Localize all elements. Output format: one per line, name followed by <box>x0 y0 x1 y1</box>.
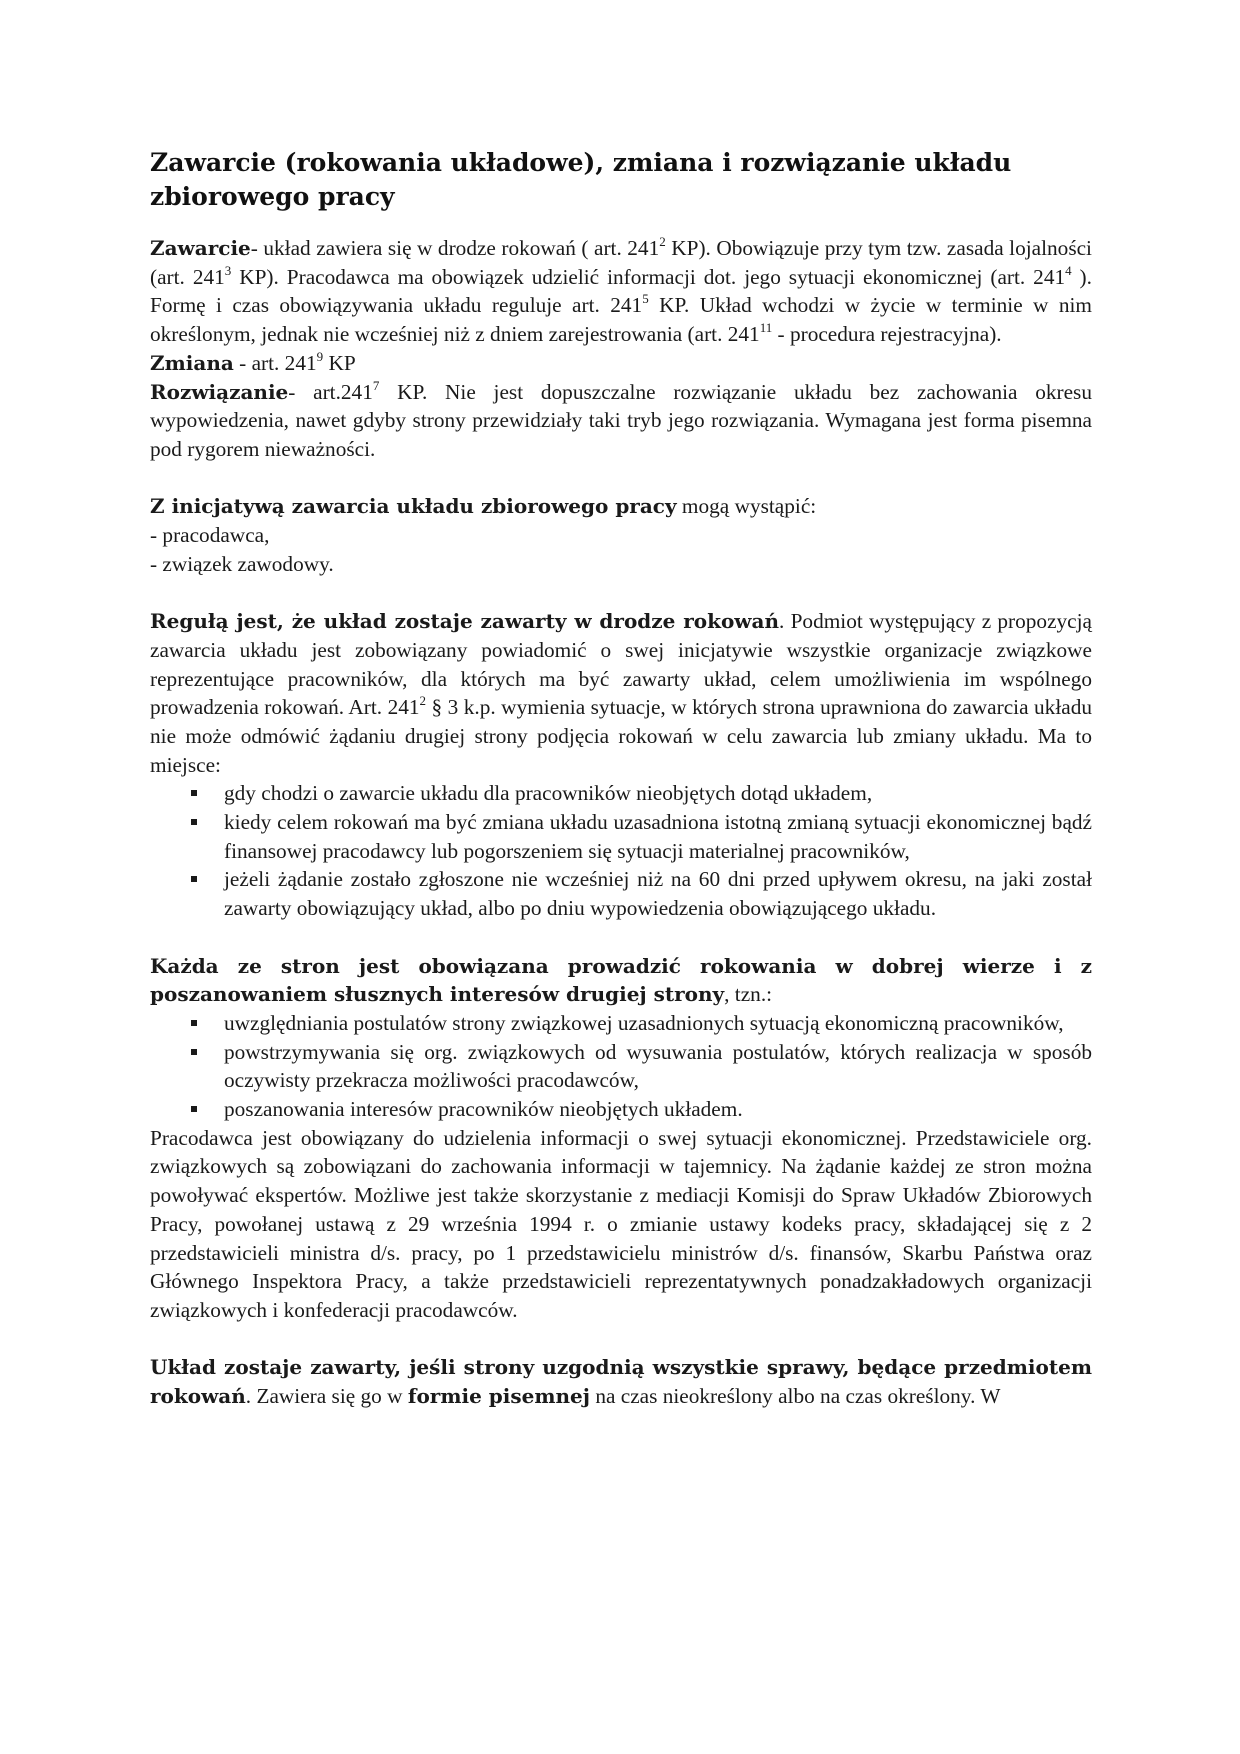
bullet-list-obligations <box>150 1009 1092 1124</box>
paragraph-zawarcie: Zawarcie- układ zawiera się w drodze rokowań ( art. $241^2$ KP). Obowiązuje przy tym tzw. zasada lojalności (art. $241^3$ KP). Pracodawca ma obowiązek udzielić informacji dot. jego sytuacji ekonomicznej (art. $241^4$ ). Formę i czas obowiązywania układu reguluje art. $241^5$ KP. Układ wchodzi w życie w terminie w nim określonym, jednak nie wcześniej niż z dniem zarejestrowania (art. $241^{11}$ - procedura rejestracyjna). <box>150 234 1092 347</box>
spacer <box>150 1325 1092 1354</box>
paragraph-rozwiazanie: Rozwiązanie- art.241$^7$ KP. Nie jest dopuszczalne rozwiązanie układu bez zachowania okresu wypowiedzenia, nawet gdyby strony przewidziały taki tryb jego rozwiązania. Wymagana jest forma pisemna pod rygorem nieważności. <box>150 377 1092 461</box>
term-rozwiazanie: Rozwiązanie <box>150 379 289 404</box>
list-line: - pracodawca, <box>150 523 270 548</box>
bullet-list-situations <box>150 779 1092 923</box>
spacer <box>150 464 1092 493</box>
spacer <box>150 578 1092 607</box>
spacer <box>150 923 1092 952</box>
list-line: - związek zawodowy. <box>150 551 334 576</box>
term-zmiana: Zmiana <box>150 350 234 375</box>
paragraph-uklad-zawarty: Układ zostaje zawarty, jeśli strony uzgodnią wszystkie sprawy, będące przedmiotem rokowań. Zawiera się go w formie pisemnej na czas nieokreślony albo na czas określony. W <box>150 1355 1092 1409</box>
list-item: jeżeli żądanie zostało zgłoszone nie wcześniej niż na 60 dni przed upływem okresu, na jaki został zawarty obowiązujący układ, albo po dniu wypowiedzenia obowiązującego układu. <box>224 865 1092 922</box>
list-item: powstrzymywania się org. związkowych od wysuwania postulatów, których realizacja w sposób oczywisty przekracza możliwości pracodawców, <box>224 1038 1092 1095</box>
paragraph-regula: Regułą jest, że układ zostaje zawarty w drodze rokowań. Podmiot występujący z propozycją zawarcia układu jest zobowiązany powiadomić o swej inicjatywie wszystkie organizacje związkowe reprezentujące pracowników, dla których ma być zawarty układ, celem umożliwienia im wspólnego prowadzenia rokowań. Art. $241^2$ § 3 k.p. wymienia sytuacje, w których strona uprawniona do zawarcia układu nie może odmówić żądaniu drugiej strony podjęcia rokowań w celu zawarcia lub zmiany układu. Ma to miejsce: <box>150 609 1092 777</box>
paragraph-pracodawca: Pracodawca jest obowiązany do udzielenia informacji o swej sytuacji ekonomicznej. Przedstawiciele org. związkowych są zobowiązani do zachowania informacji w tajemnicy. Na żądanie każdej ze stron można powoływać ekspertów. Możliwe jest także skorzystanie z mediacji Komisji do Spraw Układów Zbiorowych Pracy, powołanej ustawą z 29 września 1994 r. o zmianie ustawy kodeks pracy, składającej się z 2 przedstawicieli ministra d/s. pracy, po 1 przedstawicielu ministrów d/s. finansów, Skarbu Państwa oraz Głównego Inspektora Pracy, a także przedstawicieli reprezentatywnych ponadzakładowych organizacji związkowych i konfederacji pracodawców. <box>150 1125 1092 1322</box>
paragraph-zmiana: Zmiana - art. $241^9$ KP <box>150 348 356 375</box>
page-title: Zawarcie (rokowania układowe), zmiana i rozwiązanie układu zbiorowego pracy <box>150 148 1012 211</box>
list-item: poszanowania interesów pracowników nieobjętych układem. <box>224 1095 1092 1124</box>
list-item: uwzględniania postulatów strony związkowej uzasadnionych sytuacją ekonomiczną pracowników, <box>224 1009 1092 1038</box>
list-item: gdy chodzi o zawarcie układu dla pracowników nieobjętych dotąd układem, <box>224 779 1092 808</box>
paragraph-inicjatywa: Z inicjatywą zawarcia układu zbiorowego pracy mogą wystąpić: <box>150 494 817 519</box>
list-item: kiedy celem rokowań ma być zmiana układu uzasadniona istotną zmianą sytuacji ekonomicznej bądź finansowej pracodawcy lub pogorszeniem się sytuacji materialnej pracowników, <box>224 808 1092 865</box>
paragraph-dobra-wiara: Każda ze stron jest obowiązana prowadzić rokowania w dobrej wierze i z poszanowaniem słusznych interesów drugiej strony, tzn.: <box>150 953 1092 1007</box>
term-zawarcie: Zawarcie <box>150 236 251 260</box>
